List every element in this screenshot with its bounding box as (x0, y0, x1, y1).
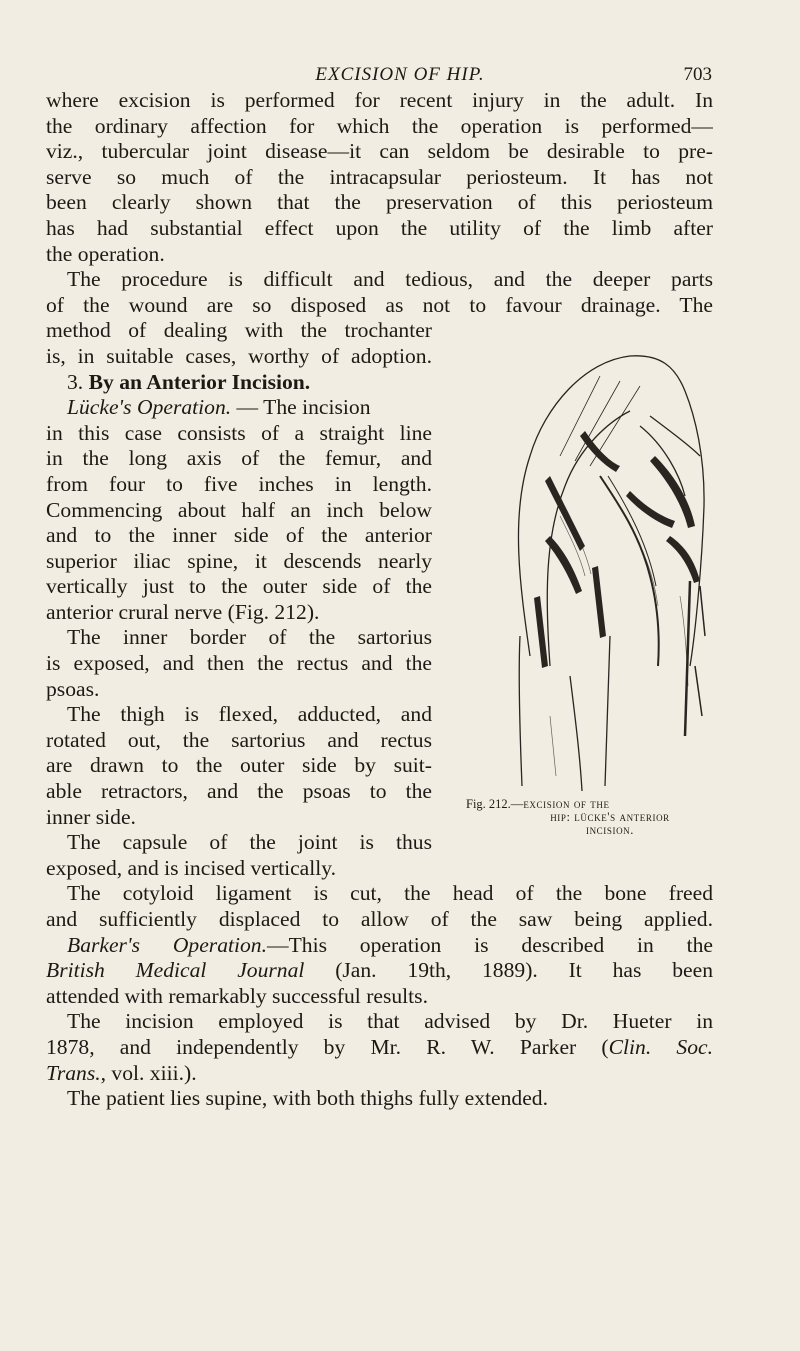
heading-title: By an Anterior Incision. (88, 369, 311, 394)
body-line: exposed, and is incised vertically. (46, 855, 337, 880)
body-line: is exposed, and then the rectus and the (46, 651, 432, 676)
figure-caption (466, 798, 724, 837)
body-line (46, 958, 713, 984)
body-line: The incision employed is that advised by Dr. Hueter in (67, 1009, 713, 1034)
body-line: Commencing about half an inch below (46, 497, 432, 522)
caption-line-3: incision. (585, 823, 635, 837)
hip-anatomy-illustration (490, 336, 720, 796)
body-line: attended with remarkably successful results. (46, 983, 428, 1008)
body-line: inner side. (46, 804, 136, 829)
page-header (0, 64, 800, 88)
body-line: anterior crural nerve (Fig. 212). (46, 599, 320, 624)
caption-title-start: excision of the (523, 797, 610, 811)
body-line (46, 1035, 713, 1061)
body-line: and sufficiently displaced to allow of the saw being applied. (46, 907, 713, 931)
body-line: The patient lies supine, with both thighs fully extended. (67, 1086, 548, 1111)
body-line: has had substantial effect upon the utility of the limb after (46, 215, 713, 240)
journal-title: British Medical Journal (46, 958, 305, 983)
barker-operation-title: Barker's Operation. (67, 932, 267, 957)
journal-rest: (Jan. 19th, 1889). It has been (304, 958, 713, 983)
lucke-operation-title: Lücke's Operation. (67, 395, 232, 420)
heading-number: 3. (67, 369, 84, 394)
body-line: viz., tubercular joint disease—it can seldom be desirable to pre- (46, 139, 713, 164)
body-line: of the wound are so disposed as not to favour drainage. The (46, 292, 713, 317)
citation-trans: Trans. (46, 1060, 101, 1085)
body-line: in the long axis of the femur, and (46, 446, 432, 471)
body-line: The inner border of the sartorius (67, 625, 432, 650)
citation-prefix: 1878, and independently by Mr. R. W. Parker ( (46, 1034, 609, 1059)
body-line: in this case consists of a straight line (46, 420, 432, 445)
body-line: the ordinary affection for which the operation is performed— (46, 113, 713, 138)
citation-volume: , vol. xiii.). (100, 1060, 197, 1085)
body-line: where excision is performed for recent injury in the adult. In (46, 88, 713, 112)
lucke-operation-rest: — The incision (231, 395, 371, 420)
body-line: The capsule of the joint is thus (67, 830, 432, 855)
body-line: psoas. (46, 676, 100, 701)
barker-operation-rest: —This operation is described in the (266, 932, 713, 957)
body-line: The thigh is flexed, adducted, and (67, 702, 432, 727)
citation-journal: Clin. Soc. (608, 1034, 713, 1059)
page-number: 703 (683, 64, 712, 85)
body-line: The cotyloid ligament is cut, the head of the bone freed (67, 881, 713, 906)
body-line: and to the inner side of the anterior (46, 523, 432, 548)
body-line: vertically just to the outer side of the (46, 574, 432, 599)
body-line: able retractors, and the psoas to the (46, 779, 432, 804)
body-line: serve so much of the intracapsular periosteum. It has not (46, 164, 713, 189)
body-line: The procedure is difficult and tedious, and the deeper parts (67, 267, 713, 292)
body-line: from four to five inches in length. (46, 471, 432, 496)
running-title: EXCISION OF HIP. (315, 64, 485, 85)
body-line: superior iliac spine, it descends nearly (46, 548, 432, 573)
body-line: method of dealing with the trochanter (46, 318, 432, 343)
body-line (46, 1061, 713, 1087)
body-line: rotated out, the sartorius and rectus (46, 727, 432, 752)
caption-line-2: hip: lücke's anterior (550, 810, 670, 824)
body-line: been clearly shown that the preservation of this periosteum (46, 190, 713, 215)
caption-fig-number: Fig. 212.— (466, 797, 524, 811)
body-line: are drawn to the outer side by suit- (46, 753, 432, 778)
body-line: is, in suitable cases, worthy of adoption. (46, 343, 432, 368)
body-line (46, 933, 713, 959)
body-line: the operation. (46, 241, 165, 266)
